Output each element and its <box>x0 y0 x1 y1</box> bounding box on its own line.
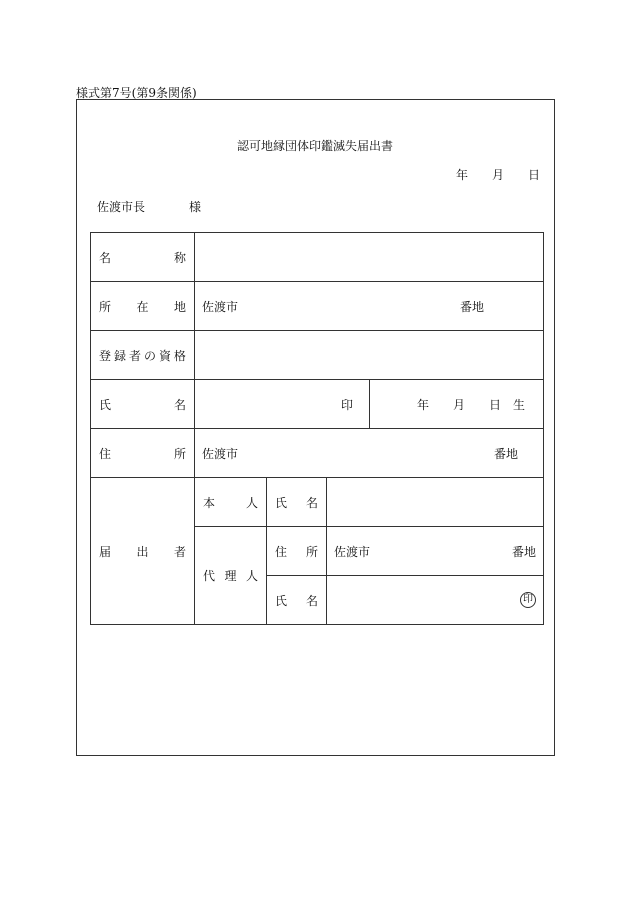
agent-name-field[interactable] <box>327 576 544 625</box>
label-char: 名 <box>305 495 318 510</box>
label-char: 格 <box>173 348 186 363</box>
row-location <box>91 282 544 331</box>
self-name-field[interactable] <box>327 478 544 527</box>
location-city: 佐渡市 <box>202 299 239 314</box>
document-title: 認可地縁団体印鑑滅失届出書 <box>236 139 393 153</box>
row-address <box>91 429 544 478</box>
label-char: 代 <box>203 569 216 583</box>
label-char: 在 <box>136 299 149 314</box>
label-char: 住 <box>99 446 112 461</box>
label-cell-address <box>91 429 195 478</box>
birth-day-label: 日 <box>488 397 501 412</box>
qualification-field[interactable] <box>195 331 544 380</box>
label-char: 称 <box>173 250 186 265</box>
address-label <box>91 445 194 462</box>
address-city: 佐渡市 <box>202 446 239 461</box>
agent-address-city: 佐渡市 <box>334 544 371 559</box>
agent-seal-mark: 印 <box>520 592 536 608</box>
addressee-suffix: 様 <box>189 200 202 214</box>
label-char: 者 <box>173 544 186 559</box>
label-char: 名 <box>305 593 318 608</box>
label-cell-name <box>91 233 195 282</box>
seal-mark: 印 <box>340 397 353 412</box>
label-char: 所 <box>99 299 112 314</box>
self-label <box>195 494 266 511</box>
person-name-field[interactable] <box>195 380 370 429</box>
label-char: 氏 <box>275 593 288 608</box>
label-char: の <box>143 348 156 363</box>
label-char: 所 <box>305 544 318 559</box>
label-char: 資 <box>158 348 171 363</box>
date-month-label: 月 <box>492 168 505 182</box>
label-char: 出 <box>136 544 149 559</box>
agent-address-field[interactable] <box>327 527 544 576</box>
label-char: 名 <box>173 397 186 412</box>
label-cell-notifier <box>91 478 195 625</box>
addressee-name: 佐渡市長 <box>97 200 146 214</box>
birthdate-field[interactable] <box>370 380 544 429</box>
agent-address-label-cell <box>267 527 327 576</box>
location-field[interactable] <box>195 282 544 331</box>
label-char: 氏 <box>275 495 288 510</box>
label-char: 住 <box>275 544 288 559</box>
label-char: 理 <box>224 569 237 583</box>
qualification-label <box>91 347 194 364</box>
birth-month-label: 月 <box>452 397 465 412</box>
agent-name-label-cell <box>267 576 327 625</box>
location-suffix: 番地 <box>459 299 484 314</box>
location-label <box>91 298 194 315</box>
row-notifier-self <box>91 478 544 527</box>
label-char: 登 <box>99 348 112 363</box>
label-char: 人 <box>245 495 258 510</box>
date-year-label: 年 <box>456 168 469 182</box>
address-field[interactable] <box>195 429 544 478</box>
date-day-label: 日 <box>528 168 541 182</box>
label-char: 録 <box>113 348 126 363</box>
person-name-label <box>91 396 194 413</box>
name-label <box>91 249 194 266</box>
agent-cell <box>195 527 267 625</box>
label-char: 本 <box>203 495 216 510</box>
self-cell <box>195 478 267 527</box>
birth-year-label: 年 <box>416 397 429 412</box>
label-cell-location <box>91 282 195 331</box>
label-char: 地 <box>173 299 186 314</box>
row-person-name <box>91 380 544 429</box>
label-char: 者 <box>128 348 141 363</box>
row-qualification <box>91 331 544 380</box>
self-name-label-cell <box>267 478 327 527</box>
label-char: 氏 <box>99 397 112 412</box>
agent-label <box>195 567 266 584</box>
form-number: 様式第7号(第9条関係) <box>76 86 197 100</box>
agent-name-label <box>267 592 326 609</box>
label-char: 届 <box>99 544 112 559</box>
label-char: 名 <box>99 250 112 265</box>
label-char: 所 <box>173 446 186 461</box>
row-name <box>91 233 544 282</box>
agent-address-suffix: 番地 <box>511 544 536 559</box>
name-field[interactable] <box>195 233 544 282</box>
birth-born-label: 生 <box>512 397 525 412</box>
agent-address-label <box>267 543 326 560</box>
label-cell-person-name <box>91 380 195 429</box>
notification-table <box>90 232 544 625</box>
notifier-label <box>91 543 194 560</box>
self-name-label <box>267 494 326 511</box>
label-cell-qualification <box>91 331 195 380</box>
label-char: 人 <box>245 569 258 583</box>
address-suffix: 番地 <box>493 446 518 461</box>
